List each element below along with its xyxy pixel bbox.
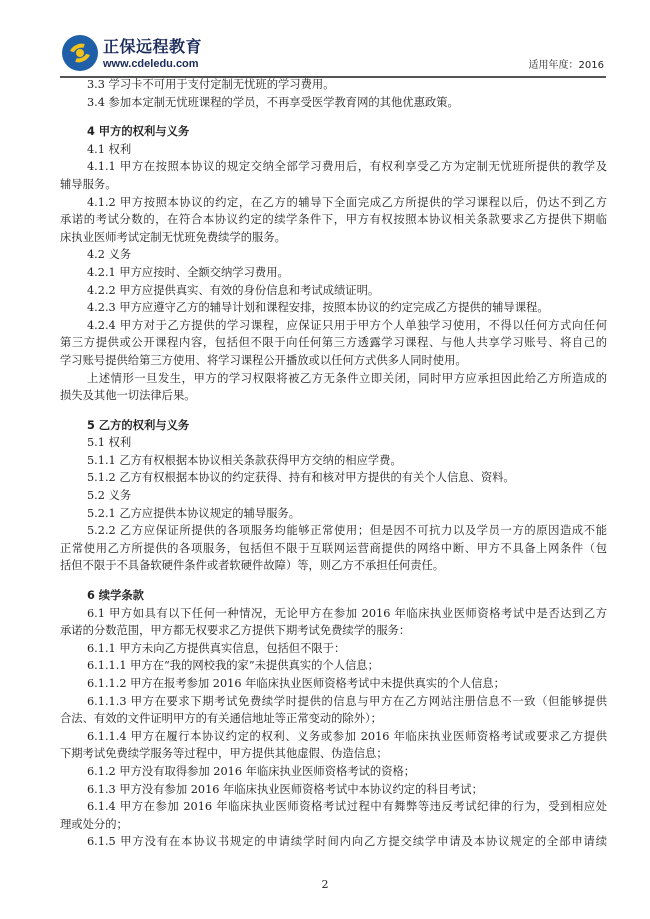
paragraph [60, 657, 607, 675]
page-number: 2 [321, 878, 329, 891]
text-line: 5.2.2 乙方应保证所提供的各项服务均能够正常使用；但是因不可抗力以及学员一方的原因造成不能 [87, 524, 607, 538]
paragraph [60, 833, 607, 851]
text-line: 6.1.1.3 甲方在要求下期考试免费续学时提供的信息与甲方在乙方网站注册信息不一致（但能够提供 [87, 694, 607, 708]
paragraph [60, 487, 607, 505]
paragraph [60, 434, 607, 452]
text-line: 5.2 义务 [87, 489, 132, 503]
text-line: 3.4 参加本定制无忧班课程的学员，不再享受医学教育网的其他优惠政策。 [87, 95, 459, 109]
page-header [60, 34, 606, 78]
text-line: 4.1.1 甲方在按照本协议的规定交纳全部学习费用后，有权利享受乙方为定制无忧班所提供的教学及 [87, 160, 607, 174]
text-line: 理或处分的； [60, 817, 128, 831]
text-line: 6.1.1 甲方未向乙方提供真实信息，包括但不限于： [87, 641, 346, 655]
paragraph [60, 141, 607, 159]
text-line: 6.1.1.1 甲方在“我的网校我的家”未提供真实的个人信息； [87, 659, 379, 673]
brand-url: www.cdeledu.com [103, 58, 199, 70]
text-line: 学习账号提供给第三方使用、将学习课程公开播放或以任何方式供多人同时使用。 [60, 353, 467, 367]
text-line: 4.1.2 甲方按照本协议的约定，在乙方的辅导下全面完成乙方所提供的学习课程以后，仍达不到乙方 [87, 195, 607, 209]
paragraph [60, 158, 607, 193]
text-line: 5.1.2 乙方有权根据本协议的约定获得、持有和核对甲方提供的有关个人信息、资料。 [87, 471, 515, 485]
text-line: 3.3 学习卡不可用于支付定制无忧班的学习费用。 [87, 78, 335, 91]
text-line: 5.1 权利 [87, 436, 132, 450]
paragraph [60, 452, 607, 470]
text-line: 4.2.2 甲方应提供真实、有效的身份信息和考试成绩证明。 [87, 283, 380, 297]
text-line: 6.1.4 甲方在参加 2016 年临床执业医师资格考试过程中有舞弊等违反考试纪律的行为，受到相应处 [87, 800, 607, 814]
document-body [60, 76, 607, 851]
text-line: 6.1.1.4 甲方在履行本协议约定的权利、义务或参加 2016 年临床执业医师资格考试或要求乙方提供 [87, 729, 607, 743]
paragraph [60, 505, 607, 523]
paragraph [60, 798, 607, 833]
text-line: 4.2 义务 [87, 248, 132, 262]
section-heading: 5 乙方的权利与义务 [87, 418, 190, 432]
paragraph [60, 264, 607, 282]
text-line: 4.1 权利 [87, 142, 132, 156]
paragraph [60, 246, 607, 264]
text-line: 辅导服务。 [60, 177, 117, 191]
text-line: 6.1.3 甲方没有参加 2016 年临床执业医师资格考试中本协议约定的科目考试； [87, 782, 483, 796]
text-line: 上述情形一旦发生，甲方的学习权限将被乙方无条件立即关闭，同时甲方应承担因此给乙方所造成的 [87, 371, 607, 385]
paragraph [60, 675, 607, 693]
text-line: 5.1.1 乙方有权根据本协议相关条款获得甲方交纳的相应学费。 [87, 453, 402, 467]
text-line: 4.2.1 甲方应按时、全额交纳学习费用。 [87, 265, 289, 279]
text-line: 承诺的分数范围，甲方都无权要求乙方提供下期考试免费续学的服务： [60, 624, 411, 638]
text-line: 6.1.2 甲方没有取得参加 2016 年临床执业医师资格考试的资格； [87, 764, 416, 778]
paragraph [60, 469, 607, 487]
text-line: 承诺的考试分数的，在符合本协议约定的续学条件下，甲方有权按照本协议相关条款要求乙方提供下期临 [60, 213, 607, 227]
paragraph [60, 282, 607, 300]
text-line: 6.1.1.2 甲方在报考参加 2016 年临床执业医师资格考试中未提供真实的个人信息； [87, 677, 505, 690]
text-line: 4.2.4 甲方对于乙方提供的学习课程，应保证只用于甲方个人单独学习使用，不得以任何方式向任何 [87, 318, 607, 332]
brand-name: 正保远程教育 [103, 37, 203, 56]
paragraph [60, 76, 607, 94]
applicable-year: 适用年度：2016 [528, 60, 604, 71]
paragraph [60, 605, 607, 640]
text-line: 6.1.5 甲方没有在本协议书规定的申请续学时间内向乙方提交续学申请及本协议规定的全部申请续 [87, 835, 607, 849]
paragraph [60, 194, 607, 247]
paragraph [60, 693, 607, 728]
text-line: 第三方提供或公开课程内容，包括但不限于向任何第三方透露学习课程、与他人共享学习账号、将自己的 [60, 336, 607, 350]
paragraph [60, 640, 607, 658]
text-line: 下期考试免费续学服务等过程中，甲方提供其他虚假、伪造信息； [60, 747, 388, 761]
text-line: 括但不限于不具备软硬件条件或者软硬件故障）等，则乙方不承担任何责任。 [60, 559, 445, 573]
paragraph [60, 728, 607, 763]
section-heading: 4 甲方的权利与义务 [87, 125, 190, 139]
paragraph [60, 522, 607, 575]
text-line: 正常使用乙方所提供的各项服务，包括但不限于互联网运营商提供的网络中断、甲方不具备上网条件（包 [60, 541, 607, 555]
text-line: 床执业医师考试定制无忧班免费续学的服务。 [60, 230, 286, 244]
paragraph [60, 370, 607, 405]
paragraph [60, 781, 607, 799]
paragraph [60, 317, 607, 370]
text-line: 5.2.1 乙方应提供本协议规定的辅导服务。 [87, 506, 301, 520]
text-line: 合法、有效的文件证明甲方的有关通信地址等正常变动的除外）； [60, 712, 382, 726]
paragraph [60, 299, 607, 317]
paragraph [60, 94, 607, 112]
section-heading: 6 续学条款 [87, 589, 144, 603]
text-line: 4.2.3 甲方应遵守乙方的辅导计划和课程安排，按照本协议的约定完成乙方提供的辅导课程。 [87, 301, 549, 315]
paragraph [60, 763, 607, 781]
text-line: 损失及其他一切法律后果。 [60, 389, 196, 403]
text-line: 6.1 甲方如具有以下任何一种情况，无论甲方在参加 2016 年临床执业医师资格考试中是否达到乙方 [87, 606, 607, 620]
logo-icon [62, 35, 98, 71]
